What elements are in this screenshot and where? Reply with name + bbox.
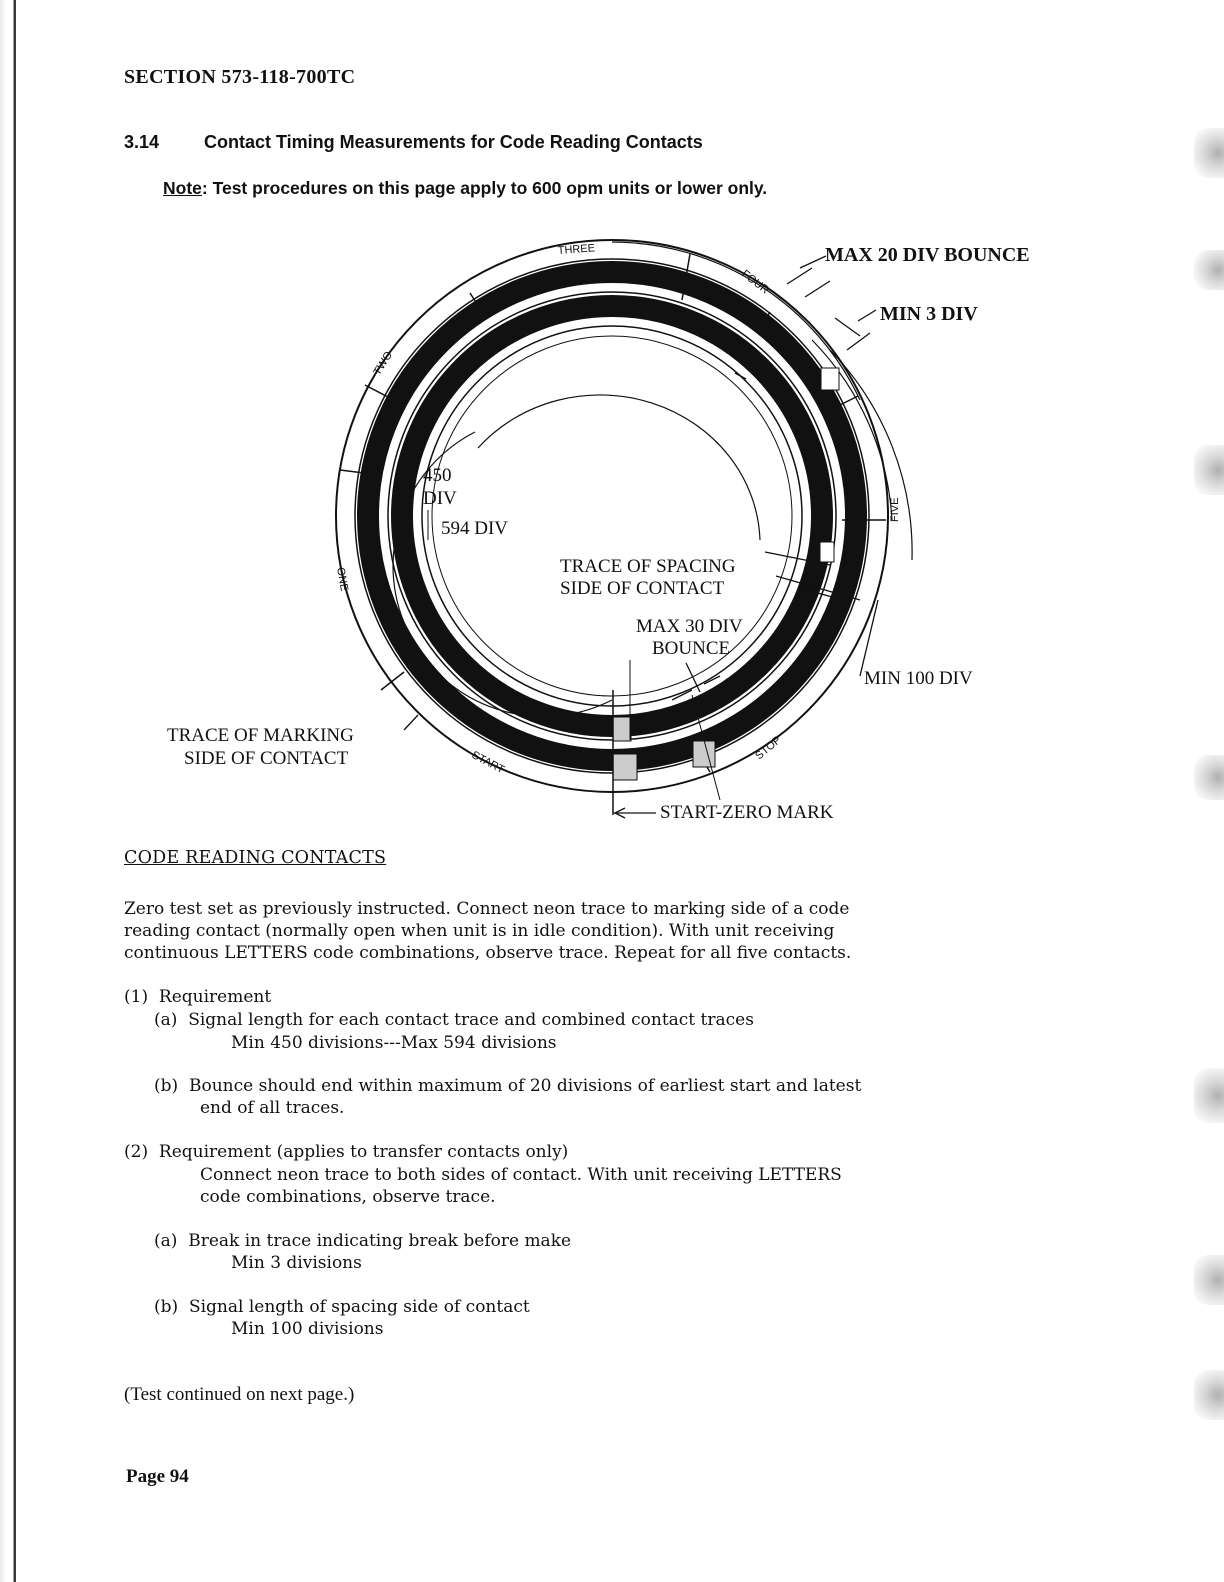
- req2-b-label: (b): [154, 1297, 179, 1317]
- timing-diagram: [0, 220, 1224, 840]
- marking-trace-inner: [402, 306, 822, 726]
- arrow-head: [735, 373, 746, 379]
- bounce-mark-2: [820, 542, 834, 562]
- bounce-mark-3: [613, 717, 631, 741]
- label-stop: STOP: [753, 733, 784, 763]
- label-start: START: [469, 749, 507, 777]
- req2-a: [154, 1230, 571, 1252]
- req2-b-text: Signal length of spacing side of contact: [188, 1297, 530, 1317]
- intro-line: continuous LETTERS code combinations, observe trace. Repeat for all five contacts.: [124, 943, 852, 963]
- label-two: TWO: [371, 349, 396, 378]
- req1-b-line2: end of all traces.: [200, 1098, 345, 1118]
- req1-b-text: Bounce should end within maximum of 20 divisions of earliest start and latest: [188, 1076, 862, 1096]
- sector-divider: [381, 672, 404, 690]
- bracket-max-20: [805, 281, 830, 297]
- section-header: SECTION 573-118-700TC: [124, 66, 356, 88]
- req1-heading: [124, 986, 271, 1008]
- note-label: Note: [163, 178, 202, 198]
- req1-title: Requirement: [158, 987, 272, 1007]
- bounce-mark-1: [821, 368, 839, 390]
- bracket-max-20: [787, 268, 812, 284]
- req2-number: (2): [124, 1142, 149, 1162]
- bounce-mark-5: [693, 741, 715, 767]
- req2-line2: code combinations, observe trace.: [200, 1187, 496, 1207]
- label-four: FOUR: [739, 267, 772, 297]
- callout-max-30-2: BOUNCE: [652, 638, 731, 659]
- callout-max-20-bounce: MAX 20 DIV BOUNCE: [825, 244, 1030, 266]
- bracket-min-3: [835, 318, 860, 336]
- req1-number: (1): [124, 987, 149, 1007]
- req1-a: [154, 1009, 754, 1031]
- req1-a-value: Min 450 divisions---Max 594 divisions: [231, 1033, 557, 1053]
- inner-ring-outline: [422, 326, 802, 706]
- callout-trace-spacing-1: TRACE OF SPACING: [560, 556, 736, 577]
- req2-line1: Connect neon trace to both sides of contact. With unit receiving LETTERS: [200, 1165, 842, 1185]
- continued-note: (Test continued on next page.): [124, 1384, 355, 1405]
- scan-hole-mark: [1194, 128, 1224, 178]
- scan-hole-mark: [1194, 1370, 1224, 1420]
- callout-450-unit: DIV: [423, 488, 457, 509]
- label-one: ONE: [334, 566, 351, 593]
- callout-trace-spacing-2: SIDE OF CONTACT: [560, 578, 725, 599]
- intro-line: reading contact (normally open when unit is in idle condition). With unit receiving: [124, 921, 835, 941]
- req1-b-label: (b): [154, 1076, 179, 1096]
- req2-b-value: Min 100 divisions: [231, 1319, 384, 1339]
- req2-title: Requirement (applies to transfer contacts only): [158, 1142, 569, 1162]
- callout-594-div: 594 DIV: [441, 518, 509, 539]
- subhead-code-reading-contacts: CODE READING CONTACTS: [124, 848, 387, 868]
- req1-a-label: (a): [154, 1010, 178, 1030]
- req2-a-label: (a): [154, 1231, 178, 1251]
- section-title-text: Contact Timing Measurements for Code Reading Contacts: [204, 132, 703, 152]
- label-five: FIVE: [889, 497, 901, 522]
- innermost-ring: [432, 336, 792, 696]
- req2-heading: [124, 1141, 568, 1163]
- ring-group: [334, 240, 912, 818]
- sector-divider: [365, 385, 388, 397]
- scan-hole-mark: [1194, 1255, 1224, 1305]
- gap-ring: [388, 292, 836, 740]
- callout-trace-marking-2: SIDE OF CONTACT: [184, 748, 349, 769]
- leader-max-20: [800, 256, 826, 268]
- bounce-mark-4: [613, 754, 637, 780]
- callout-trace-marking-1: TRACE OF MARKING: [167, 725, 354, 746]
- callout-max-30-1: MAX 30 DIV: [636, 616, 743, 637]
- callout-450-num: 450: [423, 465, 452, 486]
- arc-450: [478, 395, 760, 540]
- req1-b: [154, 1075, 861, 1097]
- section-number: 3.14: [124, 132, 160, 152]
- scan-hole-mark: [1194, 1068, 1224, 1123]
- leader-min-100: [860, 600, 878, 676]
- outer-ring-outline: [336, 240, 888, 792]
- section-title: [124, 132, 703, 153]
- req2-a-text: Break in trace indicating break before make: [188, 1231, 572, 1251]
- leader-trace-marking: [404, 715, 418, 730]
- intro-line: Zero test set as previously instructed. Connect neon trace to marking side of a code: [124, 899, 850, 919]
- req1-a-text: Signal length for each contact trace and combined contact traces: [188, 1010, 754, 1030]
- label-three: THREE: [557, 242, 596, 257]
- req2-a-value: Min 3 divisions: [231, 1253, 362, 1273]
- callout-start-zero-mark: START-ZERO MARK: [660, 802, 834, 823]
- note-text: : Test procedures on this page apply to 600 opm units or lower only.: [201, 178, 768, 198]
- page-number: Page 94: [126, 1466, 189, 1487]
- leader-min-3: [858, 310, 876, 321]
- callout-min-100-div: MIN 100 DIV: [864, 668, 973, 689]
- callout-min-3-div: MIN 3 DIV: [880, 303, 978, 325]
- note: [163, 178, 767, 199]
- req2-b: [154, 1296, 530, 1318]
